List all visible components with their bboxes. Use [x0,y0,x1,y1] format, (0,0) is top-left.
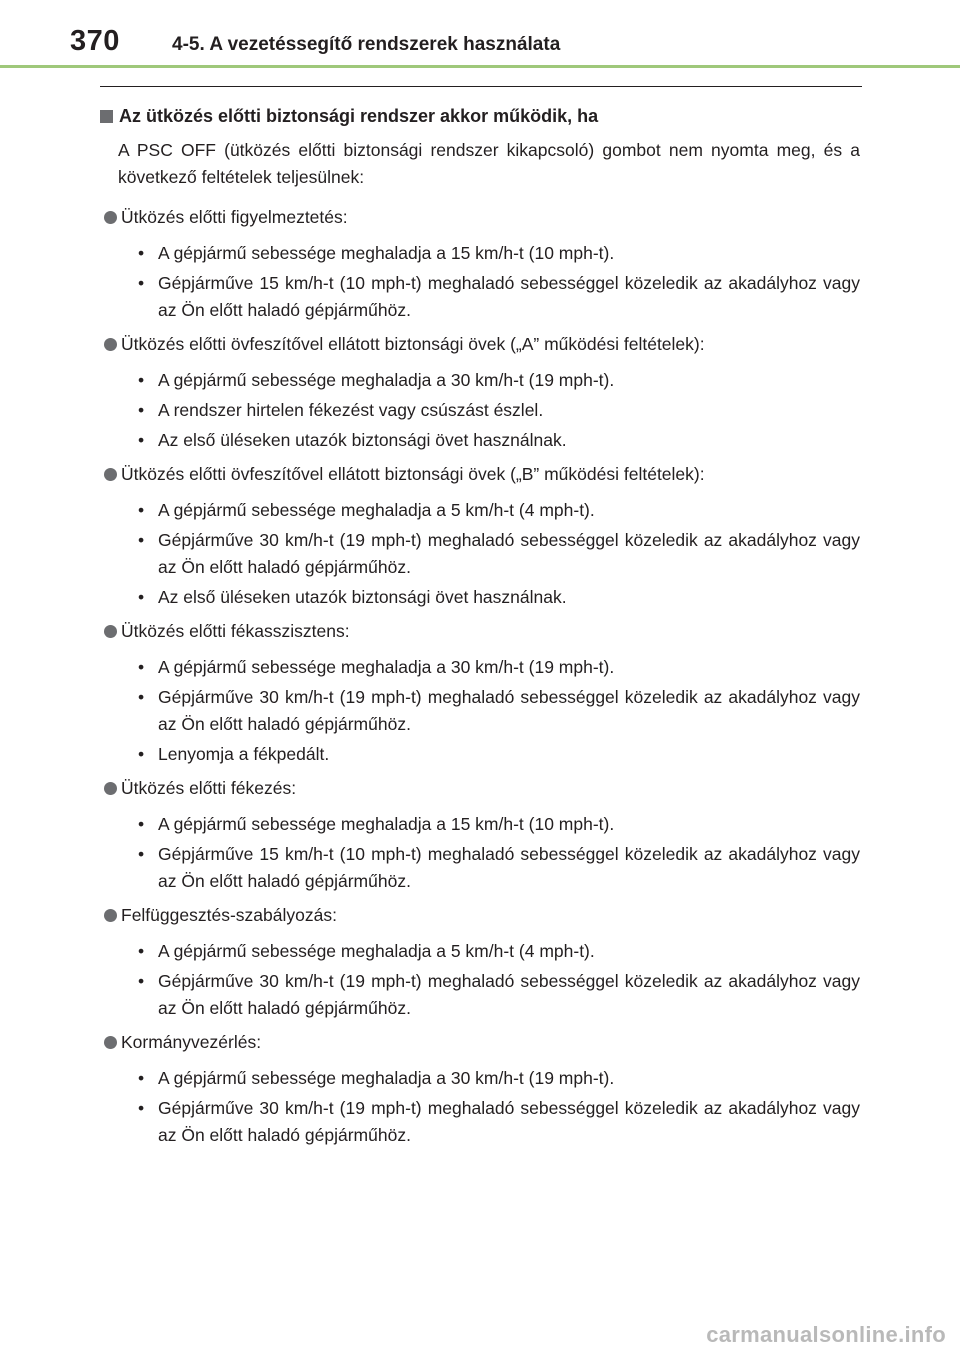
list-item-text: A gépjármű sebessége meghaladja a 30 km/h-t (19 mph-t). [158,1068,615,1088]
bullet-dot-icon: • [138,587,145,607]
square-bullet-icon [100,110,113,123]
page-header [0,0,960,70]
list-item-text: A gépjármű sebessége meghaladja a 15 km/h-t (10 mph-t). [158,814,615,834]
bullet-dot-icon: • [138,370,145,390]
list-item [100,938,860,965]
condition-title [100,775,860,802]
list-item-text: Lenyomja a fékpedált. [158,744,330,764]
list-item [100,497,860,524]
list-item-text: A gépjármű sebessége meghaladja a 30 km/h-t (19 mph-t). [158,657,615,677]
list-item-text: A rendszer hirtelen fékezést vagy csúszást észlel. [158,400,544,420]
condition-list [100,811,860,895]
list-item [100,684,860,738]
condition-title [100,204,860,231]
bullet-dot-icon: • [138,657,145,677]
header-rule [0,65,960,68]
condition-list [100,497,860,611]
condition-title-text: Ütközés előtti fékezés: [121,778,297,798]
circle-bullet-icon [104,338,117,351]
bullet-dot-icon: • [138,844,145,864]
list-item-text: A gépjármű sebessége meghaladja a 5 km/h-t (4 mph-t). [158,941,595,961]
list-item [100,1065,860,1092]
list-item [100,741,860,768]
condition-sections [100,204,860,1149]
condition-list [100,1065,860,1149]
condition-title-text: Ütközés előtti figyelmeztetés: [121,207,348,227]
list-item [100,367,860,394]
list-item [100,427,860,454]
section-title: 4-5. A vezetéssegítő rendszerek használata [172,34,561,55]
condition-title [100,461,860,488]
condition-list [100,654,860,768]
list-item [100,841,860,895]
list-item [100,811,860,838]
condition-title [100,1029,860,1056]
top-divider [100,86,862,87]
bullet-dot-icon: • [138,400,145,420]
list-item-text: Gépjárműve 30 km/h-t (19 mph-t) meghaladó sebességgel közeledik az akadályhoz vagy az Ön előtt haladó gépjárműhöz. [158,687,860,734]
condition-title-text: Ütközés előtti övfeszítővel ellátott biztonsági övek („B” működési feltételek): [121,464,705,484]
bullet-dot-icon: • [138,941,145,961]
circle-bullet-icon [104,782,117,795]
list-item [100,527,860,581]
circle-bullet-icon [104,625,117,638]
bullet-dot-icon: • [138,1068,145,1088]
list-item-text: A gépjármű sebessége meghaladja a 15 km/h-t (10 mph-t). [158,243,615,263]
list-item [100,240,860,267]
list-item-text: A gépjármű sebessége meghaladja a 5 km/h-t (4 mph-t). [158,500,595,520]
list-item-text: A gépjármű sebessége meghaladja a 30 km/h-t (19 mph-t). [158,370,615,390]
watermark: carmanualsonline.info [706,1322,946,1347]
list-item-text: Az első üléseken utazók biztonsági övet használnak. [158,430,567,450]
list-item-text: Gépjárműve 30 km/h-t (19 mph-t) meghaladó sebességgel közeledik az akadályhoz vagy az Ön előtt haladó gépjárműhöz. [158,1098,860,1145]
list-item-text: Az első üléseken utazók biztonsági övet használnak. [158,587,567,607]
bullet-dot-icon: • [138,243,145,263]
main-content [100,103,860,1156]
condition-title-text: Ütközés előtti övfeszítővel ellátott biztonsági övek („A” működési feltételek): [121,334,705,354]
bullet-dot-icon: • [138,273,145,293]
condition-list [100,367,860,454]
bullet-dot-icon: • [138,744,145,764]
bullet-dot-icon: • [138,500,145,520]
list-item [100,968,860,1022]
condition-title-text: Ütközés előtti fékasszisztens: [121,621,350,641]
bullet-dot-icon: • [138,530,145,550]
list-item [100,270,860,324]
condition-title-text: Felfüggesztés-szabályozás: [121,905,337,925]
circle-bullet-icon [104,468,117,481]
bullet-dot-icon: • [138,430,145,450]
list-item [100,584,860,611]
circle-bullet-icon [104,1036,117,1049]
bullet-dot-icon: • [138,971,145,991]
list-item [100,397,860,424]
bullet-dot-icon: • [138,1098,145,1118]
condition-title-text: Kormányvezérlés: [121,1032,262,1052]
list-item-text: Gépjárműve 30 km/h-t (19 mph-t) meghaladó sebességgel közeledik az akadályhoz vagy az Ön előtt haladó gépjárműhöz. [158,530,860,577]
bullet-dot-icon: • [138,687,145,707]
condition-title [100,618,860,645]
page-number: 370 [70,25,120,57]
section-heading [100,103,860,130]
condition-list [100,240,860,324]
intro-paragraph: A PSC OFF (ütközés előtti biztonsági rendszer kikapcsoló) gombot nem nyomta meg, és a következő feltételek teljesülnek: [118,140,860,187]
list-item [100,654,860,681]
circle-bullet-icon [104,909,117,922]
condition-title [100,902,860,929]
list-item [100,1095,860,1149]
list-item-text: Gépjárműve 15 km/h-t (10 mph-t) meghaladó sebességgel közeledik az akadályhoz vagy az Ön előtt haladó gépjárműhöz. [158,844,860,891]
heading-text: Az ütközés előtti biztonsági rendszer akkor működik, ha [119,106,599,126]
circle-bullet-icon [104,211,117,224]
condition-title [100,331,860,358]
condition-list [100,938,860,1022]
bullet-dot-icon: • [138,814,145,834]
list-item-text: Gépjárműve 15 km/h-t (10 mph-t) meghaladó sebességgel közeledik az akadályhoz vagy az Ön előtt haladó gépjárműhöz. [158,273,860,320]
list-item-text: Gépjárműve 30 km/h-t (19 mph-t) meghaladó sebességgel közeledik az akadályhoz vagy az Ön előtt haladó gépjárműhöz. [158,971,860,1018]
